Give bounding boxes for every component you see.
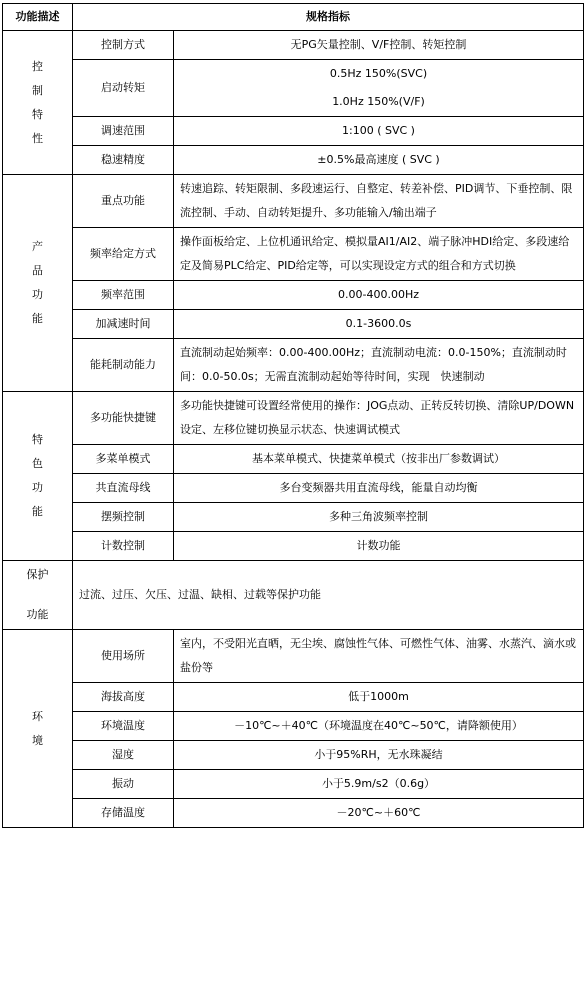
- row-value: 1:100 ( SVC ): [174, 117, 584, 146]
- table-row: [3, 741, 584, 770]
- row-value: 低于1000m: [174, 683, 584, 712]
- row-value: 0.00-400.00Hz: [174, 281, 584, 310]
- table-row: [3, 281, 584, 310]
- category-label: 功能: [26, 608, 49, 621]
- row-value: 无PG矢量控制、V/F控制、转矩控制: [174, 31, 584, 60]
- row-label: 振动: [73, 770, 174, 799]
- row-label: 加减速时间: [73, 310, 174, 339]
- header-spec: 规格指标: [73, 4, 584, 31]
- row-label: 稳速精度: [73, 146, 174, 175]
- table-row: [3, 770, 584, 799]
- row-value: 小于95%RH，无水珠凝结: [174, 741, 584, 770]
- category-label: 控 制 特 性: [32, 59, 43, 145]
- table-row: [3, 146, 584, 175]
- category-label: 产 品 功 能: [32, 240, 43, 325]
- row-label: 湿度: [73, 741, 174, 770]
- row-value: 转速追踪、转矩限制、多段速运行、自整定、转差补偿、PID调节、下垂控制、限流控制、手动、自动转矩提升、多功能输入/输出端子: [174, 175, 584, 228]
- row-value: －20℃~＋60℃: [174, 799, 584, 828]
- row-label: 频率范围: [73, 281, 174, 310]
- row-label: 存储温度: [73, 799, 174, 828]
- row-label: 海拔高度: [73, 683, 174, 712]
- category-environment: [3, 630, 73, 828]
- table-row: [3, 310, 584, 339]
- row-value: 0.5Hz 150%(SVC): [174, 60, 584, 89]
- table-row: [3, 561, 584, 630]
- row-label: 环境温度: [73, 712, 174, 741]
- row-label: 控制方式: [73, 31, 174, 60]
- header-row: [3, 4, 584, 31]
- table-row: [3, 445, 584, 474]
- category-protection: [3, 561, 73, 630]
- row-value: －10℃~＋40℃（环境温度在40℃~50℃，请降额使用）: [174, 712, 584, 741]
- row-label: 多菜单模式: [73, 445, 174, 474]
- row-value: 基本菜单模式、快捷菜单模式（按非出厂参数调试）: [174, 445, 584, 474]
- table-row: [3, 31, 584, 60]
- row-label: 能耗制动能力: [73, 339, 174, 392]
- row-label: 计数控制: [73, 532, 174, 561]
- category-label: 特 色 功 能: [32, 433, 43, 518]
- table-row: [3, 683, 584, 712]
- row-value: 小于5.9m/s2（0.6g）: [174, 770, 584, 799]
- table-row: [3, 339, 584, 392]
- row-label: 重点功能: [73, 175, 174, 228]
- category-label: 保护: [26, 568, 49, 581]
- row-value: 操作面板给定、上位机通讯给定、模拟量AI1/AI2、端子脉冲HDI给定、多段速给定及简易PLC给定、PID给定等，可以实现设定方式的组合和方式切换: [174, 228, 584, 281]
- table-row: [3, 799, 584, 828]
- table-row: [3, 712, 584, 741]
- row-label: 调速范围: [73, 117, 174, 146]
- spec-table: [2, 3, 584, 828]
- row-label: 摆频控制: [73, 503, 174, 532]
- category-control: [3, 31, 73, 175]
- row-value: 多种三角波频率控制: [174, 503, 584, 532]
- category-label: 环 境: [32, 709, 43, 747]
- row-label: 多功能快捷键: [73, 392, 174, 445]
- row-label: 共直流母线: [73, 474, 174, 503]
- row-value: 1.0Hz 150%(V/F): [174, 88, 584, 117]
- row-label: 使用场所: [73, 630, 174, 683]
- category-features: [3, 392, 73, 561]
- table-row: [3, 117, 584, 146]
- row-value: 过流、过压、欠压、过温、缺相、过载等保护功能: [73, 561, 584, 630]
- table-row: [3, 228, 584, 281]
- table-row: [3, 474, 584, 503]
- row-value: 室内，不受阳光直晒，无尘埃、腐蚀性气体、可燃性气体、油雾、水蒸汽、滴水或盐份等: [174, 630, 584, 683]
- row-label: 启动转矩: [73, 60, 174, 117]
- row-value: 多功能快捷键可设置经常使用的操作：JOG点动、正转反转切换、清除UP/DOWN设定、左移位键切换显示状态、快速调试模式: [174, 392, 584, 445]
- row-value: 0.1-3600.0s: [174, 310, 584, 339]
- row-value: 多台变频器共用直流母线，能量自动均衡: [174, 474, 584, 503]
- row-value: 直流制动起始频率：0.00-400.00Hz；直流制动电流：0.0-150%；直流制动时间：0.0-50.0s；无需直流制动起始等待时间，实现 快速制动: [174, 339, 584, 392]
- category-product: [3, 175, 73, 392]
- table-row: [3, 392, 584, 445]
- table-row: [3, 503, 584, 532]
- table-row: [3, 60, 584, 89]
- row-label: 频率给定方式: [73, 228, 174, 281]
- row-value: 计数功能: [174, 532, 584, 561]
- table-row: [3, 532, 584, 561]
- row-value: ±0.5%最高速度 ( SVC ): [174, 146, 584, 175]
- table-row: [3, 630, 584, 683]
- table-row: [3, 175, 584, 228]
- header-function: 功能描述: [3, 4, 73, 31]
